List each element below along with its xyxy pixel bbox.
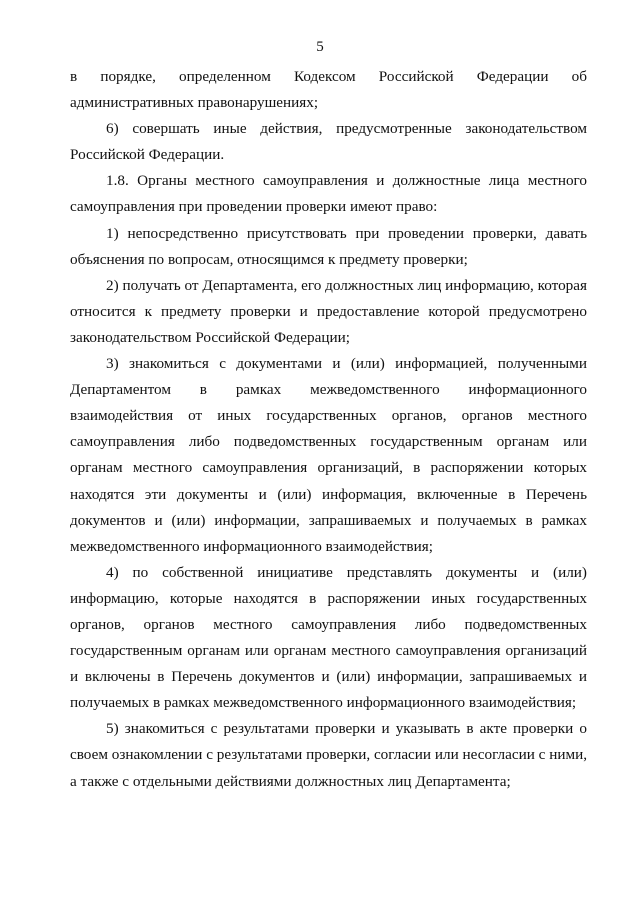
- paragraph-right-2: 2) получать от Департамента, его должностных лиц информацию, которая относится к предмету проверки и предоставление которой предусмотрено законодательством Российской Федерации;: [70, 276, 587, 346]
- paragraph-right-4: 4) по собственной инициативе представлять документы и (или) информацию, которые находятся в распоряжении иных государственных органов, органов местного самоуправления либо подведомственных государственным органам или органам местного самоуправления организаций и включены в Перечень документов и (или) информации, запрашиваемых и получаемых в рамках межведомственного информационного взаимодействия;: [70, 563, 587, 712]
- paragraph-item-6: 6) совершать иные действия, предусмотренные законодательством Российской Федерации.: [70, 120, 587, 164]
- paragraph-right-3: 3) знакомиться с документами и (или) информацией, полученными Департаментом в рамках межведомственного информационного взаимодействия от иных государственных органов, органов местного самоуправления либо подведомственных государственным органам или органам местного самоуправления организаций, в распоряжении которых находятся эти документы и (или) информация, включенные в Перечень документов и (или) информации, запрашиваемых и получаемых в рамках межведомственного информационного взаимодействия;: [70, 355, 587, 555]
- document-body: [70, 64, 587, 795]
- paragraph-right-1: 1) непосредственно присутствовать при проведении проверки, давать объяснения по вопросам, относящимся к предмету проверки;: [70, 224, 587, 268]
- page-number: 5: [316, 39, 324, 55]
- paragraph-right-5: 5) знакомиться с результатами проверки и указывать в акте проверки о своем ознакомлении с результатами проверки, согласии или несогласии с ними, а также с отдельными действиями должностных лиц Департамента;: [70, 720, 587, 790]
- paragraph-continuation: в порядке, определенном Кодексом Российской Федерации об административных правонарушениях;: [70, 68, 587, 112]
- paragraph-section-1-8: 1.8. Органы местного самоуправления и должностные лица местного самоуправления при проведении проверки имеют право:: [70, 172, 587, 216]
